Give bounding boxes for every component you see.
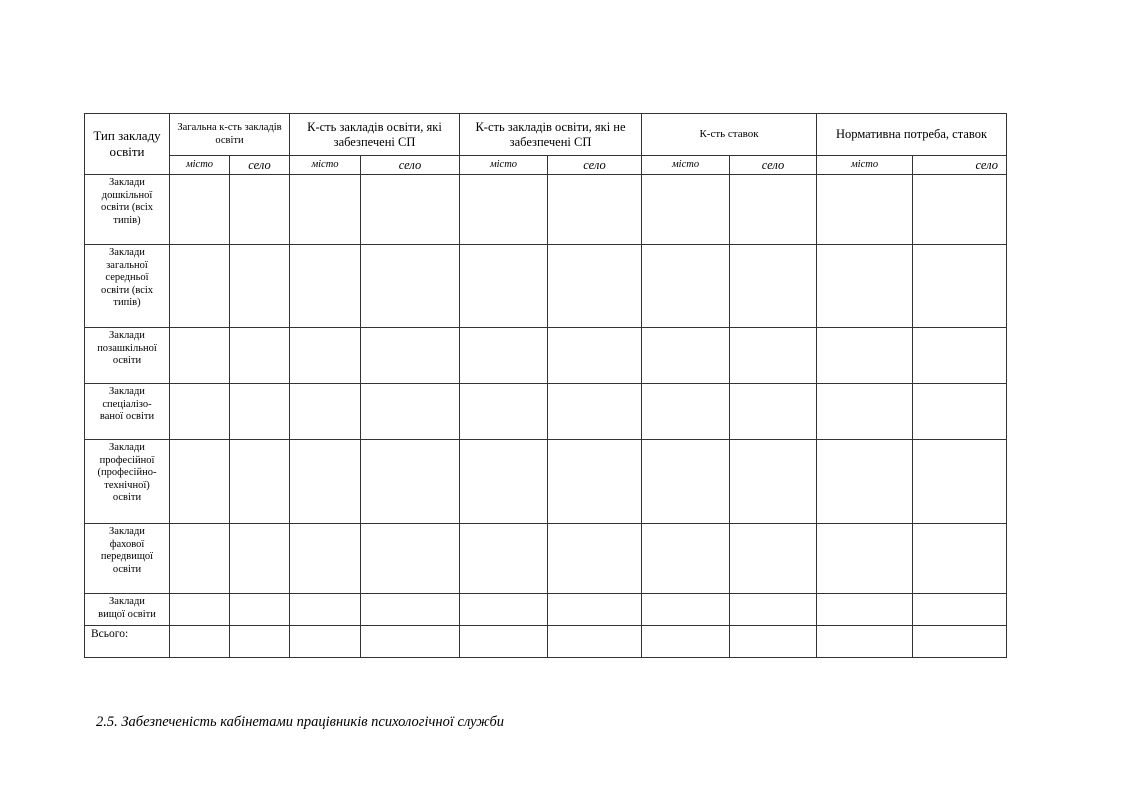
subheader-village: село xyxy=(548,156,642,175)
data-cell xyxy=(290,524,361,594)
row-label-specialized: Заклади спеціалізо- ваної освіти xyxy=(85,384,170,440)
data-cell xyxy=(230,175,290,245)
header-not-provided: К-сть закладів освіти, які не забезпечені СП xyxy=(460,114,642,156)
data-cell xyxy=(730,384,817,440)
data-cell xyxy=(730,524,817,594)
data-cell xyxy=(548,175,642,245)
data-cell xyxy=(361,524,460,594)
data-cell xyxy=(817,175,913,245)
data-cell xyxy=(460,175,548,245)
data-cell xyxy=(817,524,913,594)
data-cell xyxy=(642,626,730,658)
data-cell xyxy=(730,440,817,524)
data-cell xyxy=(290,626,361,658)
header-type: Тип закладу освіти xyxy=(85,114,170,175)
subheader-row xyxy=(85,156,1007,175)
data-cell xyxy=(913,384,1007,440)
subheader-village: село xyxy=(361,156,460,175)
data-cell xyxy=(730,245,817,328)
subheader-village: село xyxy=(913,156,1007,175)
data-cell xyxy=(817,328,913,384)
data-cell xyxy=(170,328,230,384)
data-cell xyxy=(230,245,290,328)
data-cell xyxy=(460,245,548,328)
data-cell xyxy=(170,384,230,440)
row-label-pre-higher: Заклади фахової передвищої освіти xyxy=(85,524,170,594)
data-cell xyxy=(642,175,730,245)
data-cell xyxy=(817,594,913,626)
data-cell xyxy=(170,245,230,328)
data-cell xyxy=(361,384,460,440)
data-cell xyxy=(548,524,642,594)
table-row xyxy=(85,384,1007,440)
data-cell xyxy=(913,594,1007,626)
data-cell xyxy=(913,328,1007,384)
data-cell xyxy=(460,524,548,594)
header-row xyxy=(85,114,1007,156)
subheader-village: село xyxy=(230,156,290,175)
data-cell xyxy=(460,384,548,440)
subheader-city: місто xyxy=(642,156,730,175)
data-cell xyxy=(170,524,230,594)
staffing-table xyxy=(84,113,1007,658)
header-rates: К-сть ставок xyxy=(642,114,817,156)
data-cell xyxy=(817,245,913,328)
subheader-city: місто xyxy=(170,156,230,175)
table-row xyxy=(85,440,1007,524)
data-cell xyxy=(290,328,361,384)
row-label-preschool: Заклади дошкільної освіти (всіх типів) xyxy=(85,175,170,245)
data-cell xyxy=(460,328,548,384)
data-cell xyxy=(913,245,1007,328)
data-cell xyxy=(817,626,913,658)
data-cell xyxy=(290,175,361,245)
data-cell xyxy=(290,384,361,440)
data-cell xyxy=(230,626,290,658)
header-provided: К-сть закладів освіти, які забезпечені СП xyxy=(290,114,460,156)
data-cell xyxy=(290,245,361,328)
data-cell xyxy=(730,175,817,245)
data-cell xyxy=(548,245,642,328)
data-cell xyxy=(460,440,548,524)
data-cell xyxy=(361,594,460,626)
total-label: Всього: xyxy=(85,626,170,658)
data-cell xyxy=(361,626,460,658)
table-row xyxy=(85,328,1007,384)
data-cell xyxy=(548,440,642,524)
data-cell xyxy=(642,440,730,524)
data-cell xyxy=(361,328,460,384)
data-cell xyxy=(730,626,817,658)
subheader-city: місто xyxy=(460,156,548,175)
data-cell xyxy=(642,245,730,328)
data-cell xyxy=(170,175,230,245)
data-cell xyxy=(460,594,548,626)
table-row xyxy=(85,524,1007,594)
section-caption: 2.5. Забезпеченість кабінетами працівників психологічної служби xyxy=(96,714,504,730)
data-cell xyxy=(548,594,642,626)
header-normative-need: Нормативна потреба, ставок xyxy=(817,114,1007,156)
data-cell xyxy=(913,440,1007,524)
data-cell xyxy=(230,328,290,384)
data-cell xyxy=(548,384,642,440)
data-cell xyxy=(642,594,730,626)
table-row xyxy=(85,594,1007,626)
data-cell xyxy=(913,626,1007,658)
data-cell xyxy=(230,384,290,440)
data-cell xyxy=(361,440,460,524)
data-cell xyxy=(230,524,290,594)
data-cell xyxy=(290,594,361,626)
data-cell xyxy=(361,175,460,245)
data-cell xyxy=(730,328,817,384)
table-row xyxy=(85,245,1007,328)
subheader-city: місто xyxy=(290,156,361,175)
table-row xyxy=(85,175,1007,245)
data-cell xyxy=(817,440,913,524)
data-cell xyxy=(290,440,361,524)
row-label-higher: Заклади вищої освіти xyxy=(85,594,170,626)
data-cell xyxy=(730,594,817,626)
subheader-village: село xyxy=(730,156,817,175)
data-cell xyxy=(361,245,460,328)
data-cell xyxy=(913,524,1007,594)
data-cell xyxy=(642,328,730,384)
header-total-count: Загальна к-сть закладів освіти xyxy=(170,114,290,156)
data-cell xyxy=(460,626,548,658)
data-cell xyxy=(642,524,730,594)
row-label-general-secondary: Заклади загальної середньої освіти (всіх типів) xyxy=(85,245,170,328)
row-label-vocational: Заклади професійної (професійно- технічної) освіти xyxy=(85,440,170,524)
data-cell xyxy=(170,594,230,626)
row-label-extracurricular: Заклади позашкільної освіти xyxy=(85,328,170,384)
data-cell xyxy=(548,328,642,384)
data-cell xyxy=(642,384,730,440)
total-row xyxy=(85,626,1007,658)
data-cell xyxy=(913,175,1007,245)
data-cell xyxy=(170,626,230,658)
data-cell xyxy=(817,384,913,440)
data-cell xyxy=(230,440,290,524)
subheader-city: місто xyxy=(817,156,913,175)
data-cell xyxy=(230,594,290,626)
data-cell xyxy=(170,440,230,524)
data-cell xyxy=(548,626,642,658)
